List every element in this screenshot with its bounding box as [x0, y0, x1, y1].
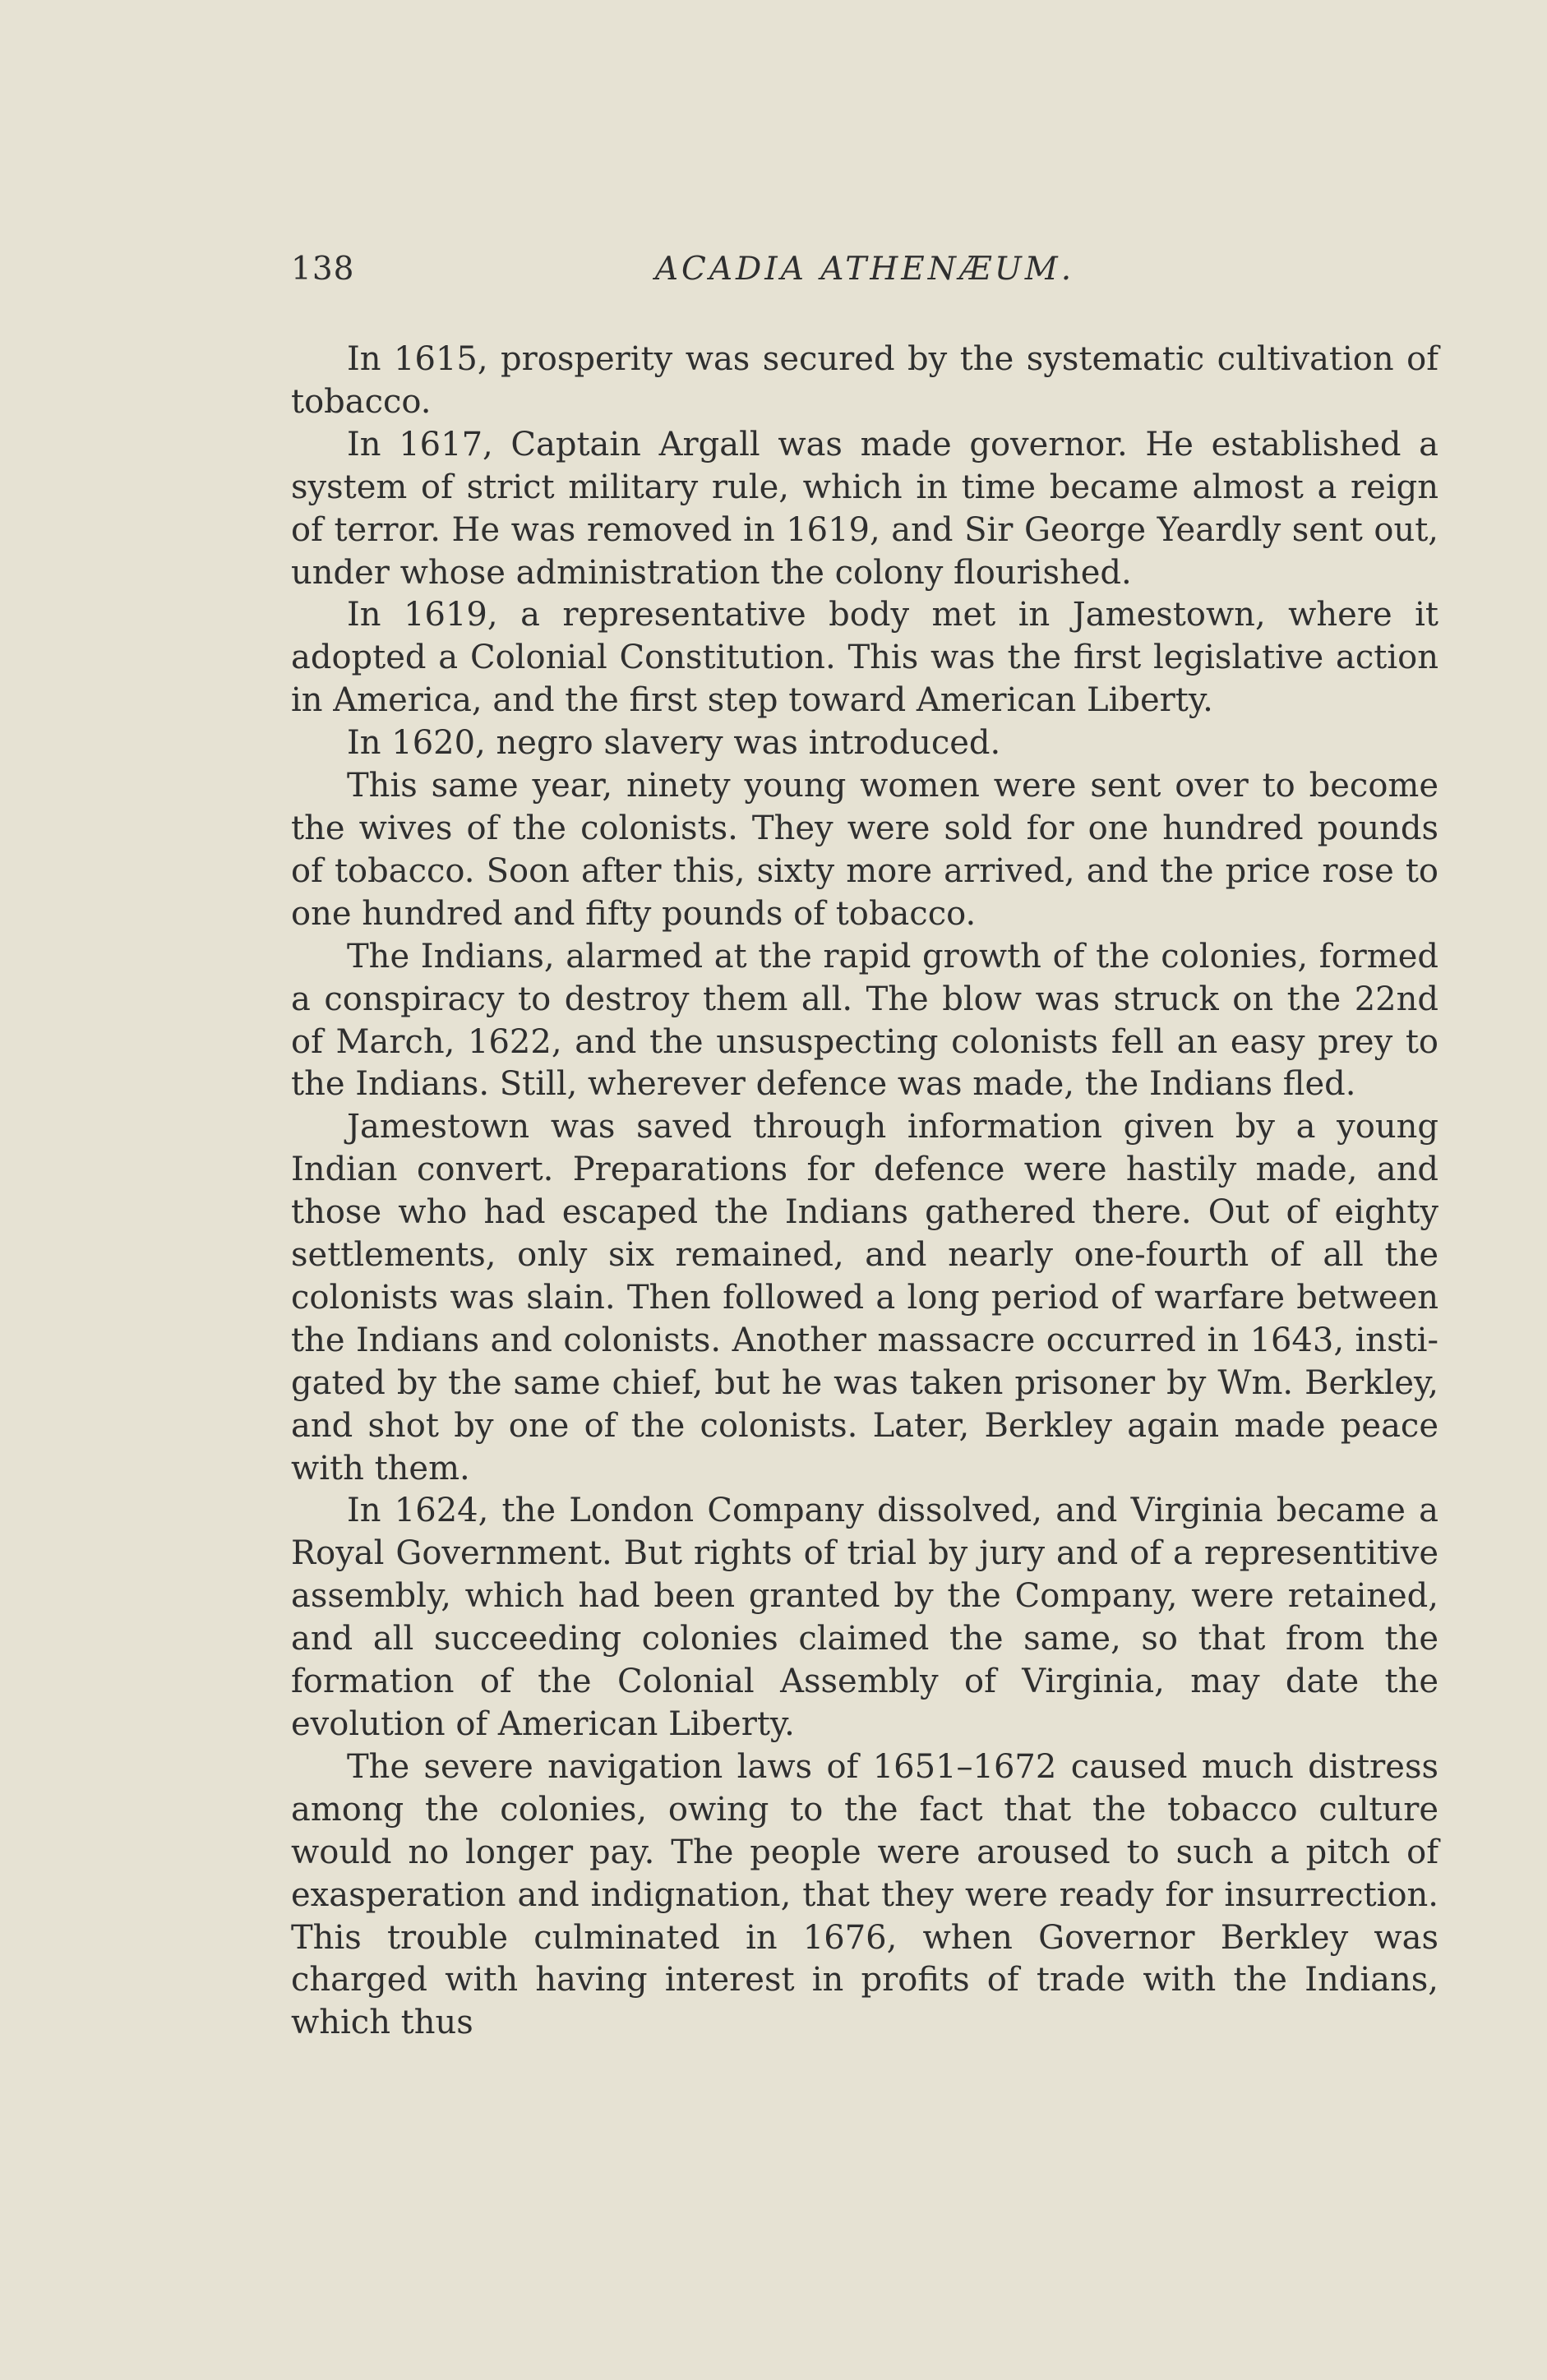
paragraph: In 1624, the London Company dissolved, and Virginia became a Royal Government. But rights of trial by jury and of a representitive assembly, which had been granted by the Company, were retained, and all succeeding colonies claimed the same, so that from the formation of the Colonial Assembly of Virginia, may date the evolution of American Liberty. [291, 1492, 1438, 1743]
page-header [291, 251, 1438, 300]
page-number: 138 [291, 251, 355, 288]
paragraph: In 1619, a representative body met in Jamestown, where it adopted a Colonial Constitution. This was the first legislative action in America, and the first step toward American Liberty. [291, 596, 1438, 720]
text-body [291, 339, 1438, 2045]
paragraph: In 1617, Captain Argall was made governor. He established a system of strict military rule, which in time became almost a reign of terror. He was removed in 1619, and Sir George Yeardly sent out, under whose administration the colony flourished. [291, 425, 1438, 592]
paragraph: Jamestown was saved through information given by a young Indian convert. Preparations for defence were hastily made, and those who had escaped the Indians gathered there. Out of eighty settlements, only six remained, and nearly one-fourth of all the colonists was slain. Then followed a long period of warfare between the Indians and colonists. Another massacre occurred in 1643, instigated by the same chief, but he was taken prisoner by Wm. Berkley, and shot by one of the colonists. Later, Berkley again made peace with them. [291, 1108, 1438, 1488]
running-title: ACADIA ATHENÆUM. [654, 251, 1075, 288]
paragraph: The severe navigation laws of 1651–1672 caused much distress among the colonies, owing to the fact that the tobacco culture would no longer pay. The people were aroused to such a pitch of exasperation and indignation, that they were ready for insurrection. This trouble culminated in 1676, when Governor Berkley was charged with having interest in profits of trade with the Indians, which thus [291, 1747, 1438, 2042]
paragraph: In 1620, negro slavery was introduced. [347, 724, 1001, 763]
paragraph: This same year, ninety young women were sent over to become the wives of the colonists. They were sold for one hundred pounds of tobacco. Soon after this, sixty more arrived, and the price rose to one hundred and fifty pounds of tobacco. [291, 767, 1438, 933]
paragraph: In 1615, prosperity was secured by the systematic cultivation of tobacco. [291, 340, 1438, 421]
paragraph: The Indians, alarmed at the rapid growth of the colonies, formed a conspiracy to destroy them all. The blow was struck on the 22nd of March, 1622, and the unsuspecting colonists fell an easy prey to the Indians. Still, wherever defence was made, the Indians fled. [291, 937, 1438, 1104]
